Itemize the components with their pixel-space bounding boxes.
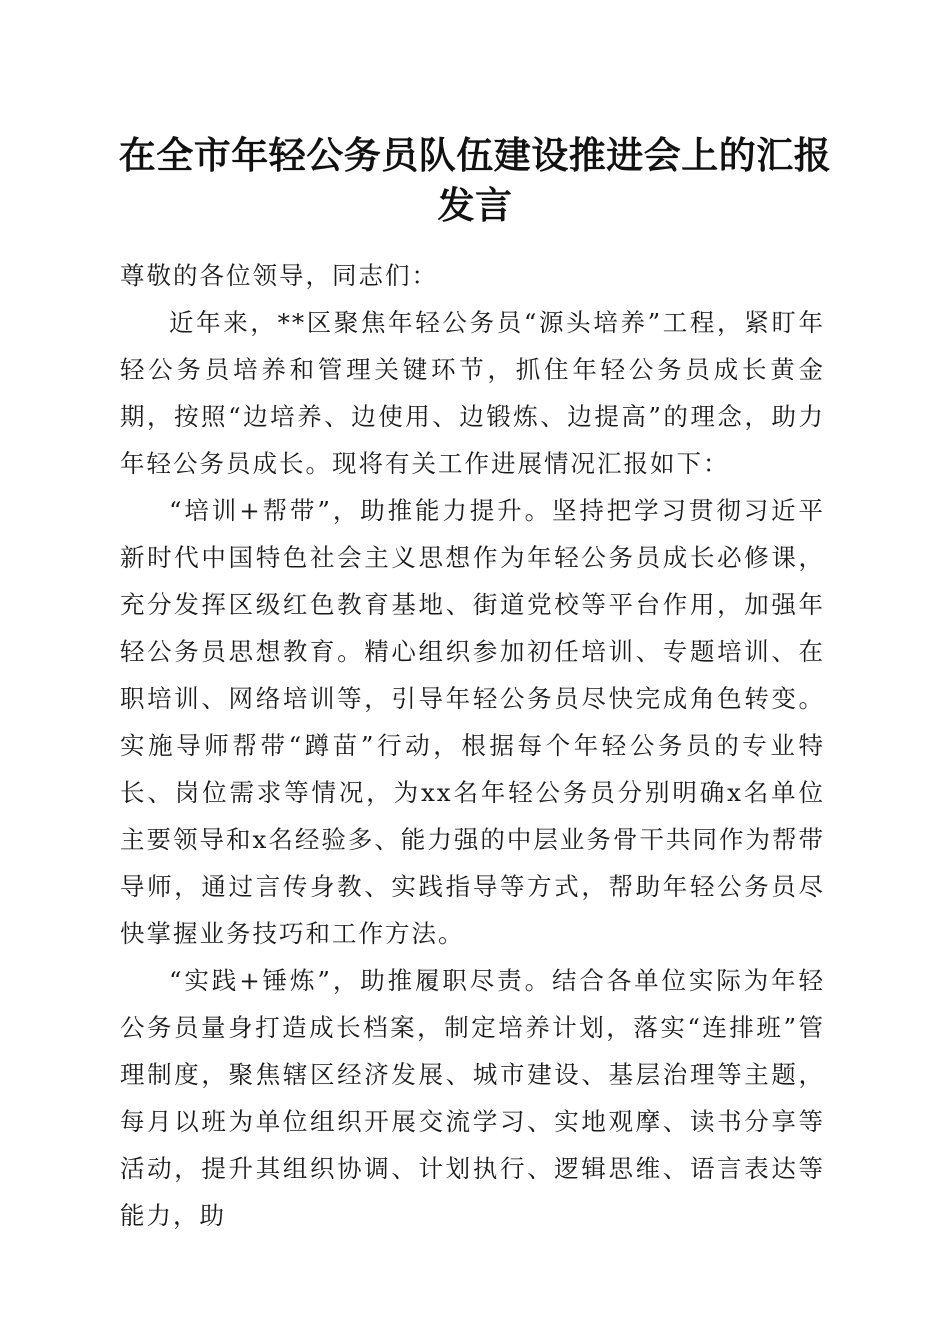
document-title: 在全市年轻公务员队伍建设推进会上的汇报发言 xyxy=(118,133,832,227)
document-body xyxy=(120,252,825,1239)
salutation: 尊敬的各位领导，同志们： xyxy=(120,261,438,290)
paragraph-training: “培训+帮带”，助推能力提升。坚持把学习贯彻习近平新时代中国特色社会主义思想作为年轻公务员成长必修课，充分发挥区级红色教育基地、街道党校等平台作用，加强年轻公务员思想教育。精心组织参加初任培训、专题培训、在职培训、网络培训等，引导年轻公务员尽快完成角色转变。实施导师帮带“蹲苗”行动，根据每个年轻公务员的专业特长、岗位需求等情况，为xx名年轻公务员分别明确x名单位主要领导和x名经验多、能力强的中层业务骨干共同作为帮带导师，通过言传身教、实践指导等方式，帮助年轻公务员尽快掌握业务技巧和工作方法。 xyxy=(120,496,825,948)
paragraph-practice: “实践+锤炼”，助推履职尽责。结合各单位实际为年轻公务员量身打造成长档案，制定培养计划，落实“连排班”管理制度，聚焦辖区经济发展、城市建设、基层治理等主题，每月以班为单位组织开展交流学习、实地观摩、读书分享等活动，提升其组织协调、计划执行、逻辑思维、语言表达等能力，助 xyxy=(120,966,825,1230)
paragraph-intro: 近年来，**区聚焦年轻公务员“源头培养”工程，紧盯年轻公务员培养和管理关键环节，抓住年轻公务员成长黄金期，按照“边培养、边使用、边锻炼、边提高”的理念，助力年轻公务员成长。现将有关工作进展情况汇报如下： xyxy=(120,308,825,478)
